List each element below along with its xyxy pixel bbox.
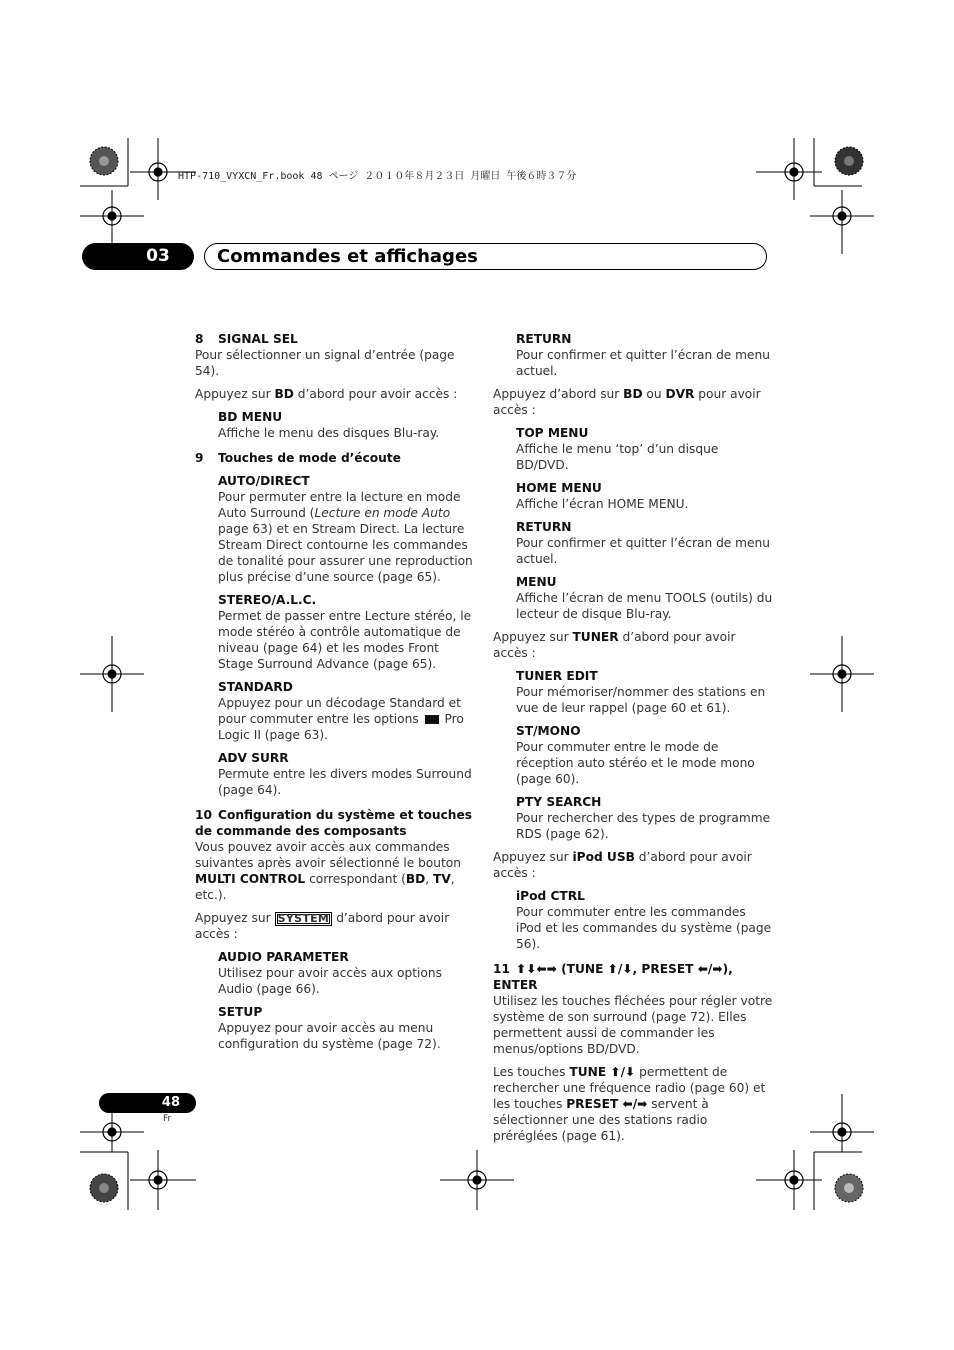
auto-direct-desc: Pour permuter entre la lecture en mode Auto Surround (Lecture en mode Auto page 63) et en Stream Direct. La lecture Stream Direct contourne les commandes de tonalité pour assurer une reproduction plus précise d’une source (page 65). (218, 490, 473, 584)
audio-parameter-desc: Utilisez pour avoir accès aux options Audio (page 66). (218, 966, 442, 996)
section-11-desc-1: Utilisez les touches fléchées pour régler votre système de son surround (page 72). Elles permettent aussi de commander les menus/options BD/DVD. (493, 994, 773, 1056)
tuner-edit-desc: Pour mémoriser/nommer des stations en vue de leur rappel (page 60 et 61). (516, 685, 766, 715)
section-8-access: Appuyez sur BD d’abord pour avoir accès : (195, 387, 458, 401)
setup-desc: Appuyez pour avoir accès au menu configuration du système (page 72). (218, 1021, 441, 1051)
arrow-keys-icon: ⬆⬇⬅➡ (516, 962, 557, 976)
auto-direct-title: AUTO/DIRECT (218, 474, 310, 488)
bd-menu-desc: Affiche le menu des disques Blu-ray. (218, 426, 440, 440)
return-1-desc: Pour confirmer et quitter l’écran de menu actuel. (516, 348, 770, 378)
access-bd-dvr: Appuyez d’abord sur BD ou DVR pour avoir accès : (493, 387, 761, 417)
top-menu-desc: Affiche le menu ‘top’ d’un disque BD/DVD. (516, 442, 719, 472)
section-10-access: Appuyez sur SYSTEM d’abord pour avoir accès : (195, 911, 450, 941)
menu-desc: Affiche l’écran de menu TOOLS (outils) du lecteur de disque Blu-ray. (516, 591, 773, 621)
chapter-title: Commandes et affichages (204, 243, 767, 270)
standard-title: STANDARD (218, 680, 293, 694)
bd-menu-title: BD MENU (218, 410, 283, 424)
section-9-heading: 9 Touches de mode d’écoute (195, 451, 401, 465)
stereo-alc-desc: Permet de passer entre Lecture stéréo, le mode stéréo à contrôle automatique de niveau (page 64) et les modes Front Stage Surround Advance (page 65). (218, 609, 472, 671)
menu-title: MENU (516, 575, 557, 589)
section-8-heading: 8 SIGNAL SEL (195, 332, 298, 346)
adv-surr-desc: Permute entre les divers modes Surround (page 64). (218, 767, 472, 797)
pty-search-title: PTY SEARCH (516, 795, 602, 809)
section-10-heading: 10 Configuration du système et touches de commande des composants (195, 808, 472, 838)
pty-search-desc: Pour rechercher des types de programme RDS (page 62). (516, 811, 771, 841)
ipod-ctrl-desc: Pour commuter entre les commandes iPod et les commandes du système (page 56). (516, 905, 772, 951)
chapter-number-badge: 03 (82, 243, 194, 270)
ipod-ctrl-title: iPod CTRL (516, 889, 585, 903)
section-8-desc: Pour sélectionner un signal d’entrée (page 54). (195, 348, 455, 378)
section-11-desc-2: Les touches TUNE ⬆/⬇ permettent de rechercher une fréquence radio (page 60) et les touches PRESET ⬅/➡ servent à sélectionner une des stations radio préréglées (page 61). (493, 1065, 766, 1143)
access-ipod: Appuyez sur iPod USB d’abord pour avoir accès : (493, 850, 752, 880)
system-key-label: SYSTEM (275, 912, 333, 926)
left-column (195, 331, 475, 1052)
top-menu-title: TOP MENU (516, 426, 589, 440)
dolby-icon (425, 715, 439, 724)
page-number-badge: 48 (99, 1093, 196, 1113)
section-11-heading: 11 ⬆⬇⬅➡ (TUNE ⬆/⬇, PRESET ⬅/➡), ENTER (493, 962, 733, 992)
print-file-info: HTP-710_VYXCN_Fr.book 48 ページ ２０１０年８月２３日 月曜日 午後６時３７分 (178, 171, 577, 182)
audio-parameter-title: AUDIO PARAMETER (218, 950, 349, 964)
return-2-title: RETURN (516, 520, 572, 534)
standard-desc: Appuyez pour un décodage Standard et pour commuter entre les options Pro Logic II (page 63). (218, 696, 464, 742)
page-language: Fr (163, 1114, 172, 1124)
right-column (493, 331, 773, 1144)
return-1-title: RETURN (516, 332, 572, 346)
section-10-desc: Vous pouvez avoir accès aux commandes suivantes après avoir sélectionné le bouton MULTI CONTROL correspondant (BD, TV, etc.). (195, 840, 461, 902)
tuner-edit-title: TUNER EDIT (516, 669, 598, 683)
stereo-alc-title: STEREO/A.L.C. (218, 593, 317, 607)
setup-title: SETUP (218, 1005, 263, 1019)
home-menu-title: HOME MENU (516, 481, 602, 495)
adv-surr-title: ADV SURR (218, 751, 289, 765)
home-menu-desc: Affiche l’écran HOME MENU. (516, 497, 689, 511)
return-2-desc: Pour confirmer et quitter l’écran de menu actuel. (516, 536, 770, 566)
access-tuner: Appuyez sur TUNER d’abord pour avoir accès : (493, 630, 736, 660)
st-mono-desc: Pour commuter entre le mode de réception auto stéréo et le mode mono (page 60). (516, 740, 755, 786)
st-mono-title: ST/MONO (516, 724, 581, 738)
